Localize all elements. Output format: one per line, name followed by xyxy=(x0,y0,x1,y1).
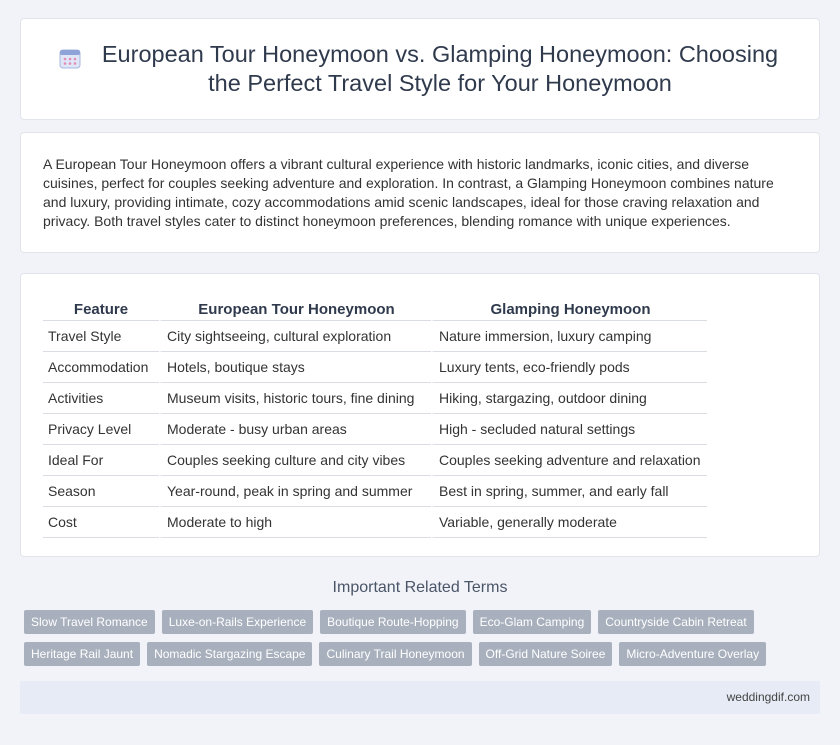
row-glamping-value: Nature immersion, luxury camping xyxy=(431,321,707,352)
table-row xyxy=(43,507,707,538)
header-glamping: Glamping Honeymoon xyxy=(431,298,707,321)
comparison-card xyxy=(20,273,820,557)
table-row xyxy=(43,414,707,445)
table-row xyxy=(43,352,707,383)
row-glamping-value: Variable, generally moderate xyxy=(431,507,707,538)
table-row xyxy=(43,321,707,352)
related-term-tag[interactable]: Culinary Trail Honeymoon xyxy=(319,642,471,666)
row-european-value: Couples seeking culture and city vibes xyxy=(159,445,431,476)
row-glamping-value: Best in spring, summer, and early fall xyxy=(431,476,707,507)
row-european-value: Moderate - busy urban areas xyxy=(159,414,431,445)
row-european-value: Museum visits, historic tours, fine dining xyxy=(159,383,431,414)
related-term-tag[interactable]: Eco-Glam Camping xyxy=(473,610,592,634)
row-feature: Accommodation xyxy=(43,352,159,383)
row-glamping-value: High - secluded natural settings xyxy=(431,414,707,445)
page-title: European Tour Honeymoon vs. Glamping Honeymoon: Choosing the Perfect Travel Style for Your Honeymoon xyxy=(101,41,779,96)
row-feature: Ideal For xyxy=(43,445,159,476)
title-card xyxy=(20,18,820,120)
intro-card xyxy=(20,132,820,253)
footer-site-link[interactable]: weddingdif.com xyxy=(726,690,810,704)
header-european-tour: European Tour Honeymoon xyxy=(159,298,431,321)
table-row xyxy=(43,445,707,476)
comparison-table xyxy=(43,298,707,538)
table-row xyxy=(43,476,707,507)
related-terms-heading: Important Related Terms xyxy=(332,579,508,596)
footer xyxy=(20,681,820,714)
row-glamping-value: Couples seeking adventure and relaxation xyxy=(431,445,707,476)
related-term-tag[interactable]: Slow Travel Romance xyxy=(24,610,155,634)
related-term-tag[interactable]: Luxe-on-Rails Experience xyxy=(162,610,313,634)
header-feature: Feature xyxy=(43,298,159,321)
intro-paragraph: A European Tour Honeymoon offers a vibrant cultural experience with historic landmarks, iconic cities, and diverse cuisines, perfect for couples seeking adventure and exploration. In contrast, a Glamping Honeymoon combines nature and luxury, providing intimate, cozy accommodations amid scenic landscapes, ideal for those craving relaxation and privacy. Both travel styles cater to distinct honeymoon preferences, blending romance with unique experiences. xyxy=(43,156,774,229)
table-header-row xyxy=(43,298,707,321)
row-feature: Activities xyxy=(43,383,159,414)
row-european-value: City sightseeing, cultural exploration xyxy=(159,321,431,352)
related-term-tag[interactable]: Nomadic Stargazing Escape xyxy=(147,642,312,666)
table-row xyxy=(43,383,707,414)
row-european-value: Year-round, peak in spring and summer xyxy=(159,476,431,507)
row-feature: Cost xyxy=(43,507,159,538)
related-term-tag[interactable]: Off-Grid Nature Soiree xyxy=(479,642,613,666)
row-feature: Travel Style xyxy=(43,321,159,352)
related-term-tag[interactable]: Boutique Route-Hopping xyxy=(320,610,465,634)
related-term-tag[interactable]: Countryside Cabin Retreat xyxy=(598,610,753,634)
related-term-tag[interactable]: Heritage Rail Jaunt xyxy=(24,642,140,666)
row-glamping-value: Hiking, stargazing, outdoor dining xyxy=(431,383,707,414)
row-european-value: Hotels, boutique stays xyxy=(159,352,431,383)
row-feature: Privacy Level xyxy=(43,414,159,445)
related-terms-list xyxy=(24,610,804,666)
row-glamping-value: Luxury tents, eco-friendly pods xyxy=(431,352,707,383)
row-feature: Season xyxy=(43,476,159,507)
row-european-value: Moderate to high xyxy=(159,507,431,538)
related-term-tag[interactable]: Micro-Adventure Overlay xyxy=(619,642,766,666)
